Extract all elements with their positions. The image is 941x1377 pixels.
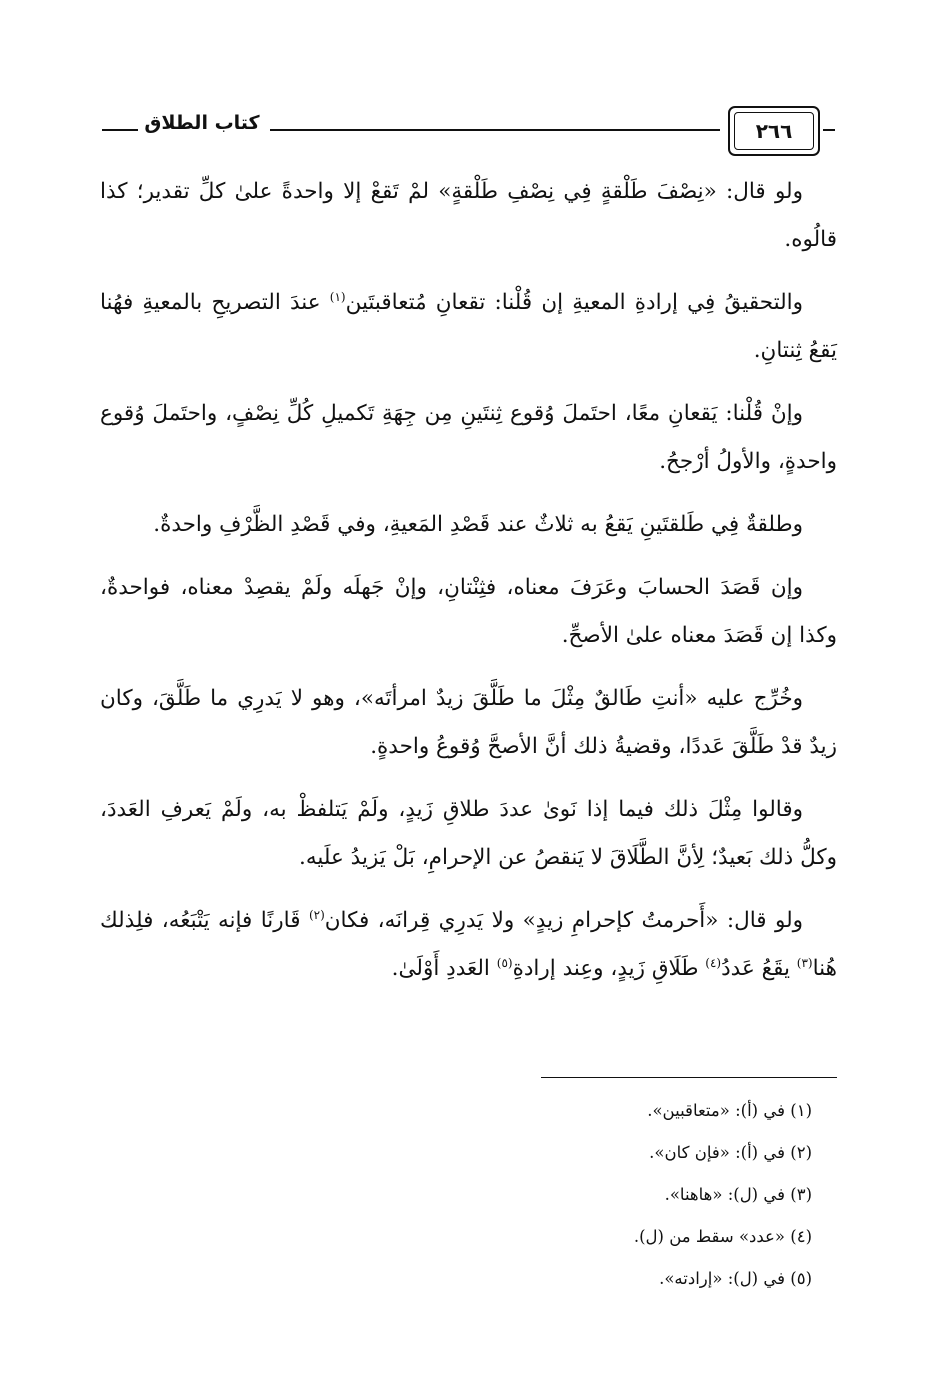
paragraph-text: قَارنًا فإنه يَتْبَعُه، فلِذلك هُنا <box>100 908 837 981</box>
paragraph-text: وقالوا مِثْلَ ذلك فيما إذا نَوىٰ عددَ طلاقِ زَيدٍ، ولَمْ يَتلفظْ به، ولَمْ يَعرفِ العَددَ، وكلُّ ذلك بَعيدٌ؛ لِأنَّ الطَّلَاقَ لا يَنقصُ عن الإحرامِ، بَلْ يَزيدُ علَيه. <box>100 797 837 870</box>
body-paragraph <box>100 675 837 771</box>
footnote-item: (١) في (أ): «متعاقبين». <box>647 1101 812 1120</box>
footnotes <box>500 1090 812 1300</box>
page-number: ٢٦٦ <box>734 112 814 150</box>
footnote-item: (٤) «عدد» سقط من (ل). <box>633 1227 812 1246</box>
header-rule-right-short <box>823 129 835 131</box>
footnote-item: (٣) في (ل): «هاهنا». <box>664 1185 812 1204</box>
paragraph-text: ولو قال: «نِصْفَ طَلْقةٍ فِي نِصْفِ طَلْقةٍ» لمْ تَقعْ إلا واحدةً علىٰ كلِّ تقدير؛ كذا قالُوه. <box>100 179 837 252</box>
paragraph-text: وطلقةٌ فِي طَلقتَينِ يَقعُ به ثلاثٌ عند قَصْدِ المَعيةِ، وفي قَصْدِ الظَّرْفِ واحدةٌ. <box>153 512 803 537</box>
running-title: كتاب الطلاق <box>144 112 260 134</box>
header-rule-long <box>270 129 720 131</box>
body-paragraph <box>100 897 837 993</box>
footnote-item: (٢) في (أ): «فإن كان». <box>649 1143 812 1162</box>
paragraph-text: طَلَاقِ زَيدٍ، وعِند إرادةِ <box>512 956 706 981</box>
paragraph-text: العَددِ أَوْلَىٰ. <box>391 956 497 981</box>
paragraph-text: وخُرِّج عليه «أنتِ طَالقٌ مِثْلَ ما طَلَّقَ زيدٌ امرأتَه»، وهو لا يَدرِي ما طَلَّقَ، وكان زيدٌ قدْ طَلَّقَ عَددًا، وقضيةُ ذلك أنَّ الأصحَّ وُقوعُ واحدةٍ. <box>100 686 837 759</box>
paragraph-text: وإن قَصَدَ الحسابَ وعَرَفَ معناه، فثِنْتانِ، وإنْ جَهلَه ولَمْ يقصِدْ معناه، فواحدةٌ، وكذا إن قَصَدَ معناه علىٰ الأصحِّ. <box>100 575 837 648</box>
footnote-item: (٥) في (ل): «إرادته». <box>659 1269 812 1288</box>
footnote-reference: (٤) <box>705 955 722 970</box>
paragraph-text: ولو قال: «أَحرمتُ كإحرامِ زيدٍ» ولا يَدرِي قِرانَه، فكان <box>324 908 803 933</box>
body-paragraph <box>100 786 837 882</box>
footnote-reference: (٣) <box>796 955 813 970</box>
footnote-reference: (٥) <box>496 955 513 970</box>
footnote-separator <box>541 1077 837 1078</box>
paragraph-text: عندَ التصريحِ بالمعيةِ فهُنا يَقعُ ثِنتانِ. <box>100 290 837 363</box>
body-paragraph <box>100 501 837 549</box>
page-header <box>0 100 941 160</box>
body-text <box>100 168 837 1008</box>
body-paragraph <box>100 564 837 660</box>
paragraph-text: يقَعُ عَددُ <box>721 956 797 981</box>
page-number-frame <box>728 106 820 156</box>
footnote-reference: (١) <box>329 289 346 304</box>
footnote-reference: (٢) <box>308 907 325 922</box>
body-paragraph <box>100 279 837 375</box>
paragraph-text: والتحقيقُ فِي إرادةِ المعيةِ إن قُلْنا: تقعانِ مُتعاقبتَين <box>345 290 803 315</box>
body-paragraph <box>100 390 837 486</box>
paragraph-text: وإنْ قُلْنا: يَقعانِ معًا، احتَملَ وُقوع ثِنتَينِ مِن جِهَةِ تَكميلِ كُلِّ نِصْفٍ، واحتَملَ وُقوع واحدةٍ، والأولُ أرْجحُ. <box>100 401 837 474</box>
header-rule-left-short <box>102 129 138 131</box>
body-paragraph <box>100 168 837 264</box>
